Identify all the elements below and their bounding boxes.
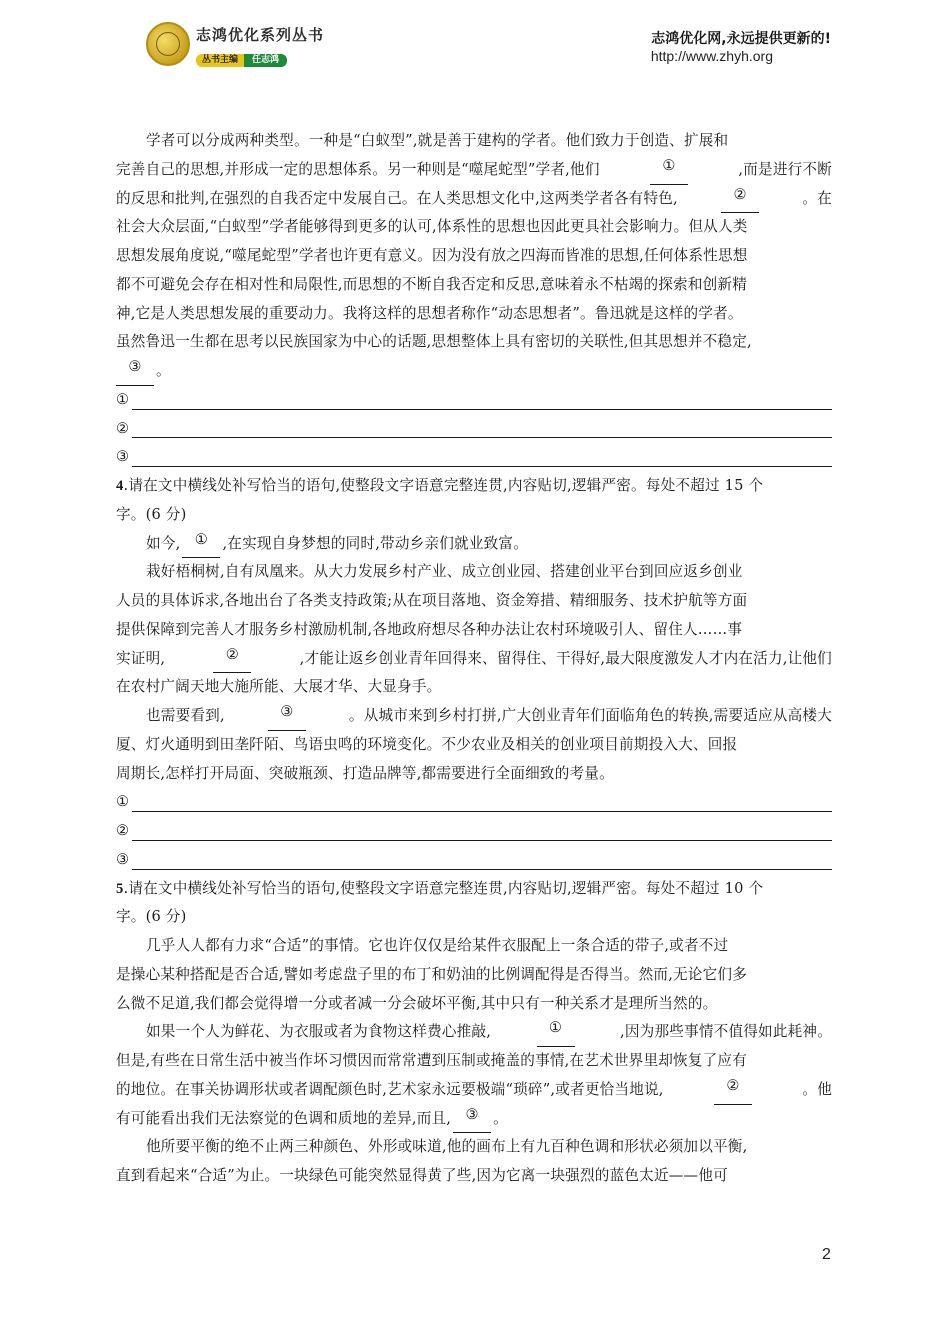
text-line: 直到看起来“合适”为止。一块绿色可能突然显得黄了些,因为它离一块强烈的蓝色太近——他可 bbox=[116, 1167, 728, 1184]
question-prompt: 字。(6 分) bbox=[116, 908, 187, 926]
fill-blank-1[interactable]: ① bbox=[182, 530, 220, 559]
editor-badge bbox=[196, 47, 287, 65]
answer-line-2[interactable] bbox=[116, 415, 832, 444]
fill-blank-3[interactable]: ③ bbox=[116, 357, 154, 386]
fill-blank-2[interactable]: ② bbox=[213, 645, 251, 674]
text-line: 几乎人人都有力求“合适”的事情。它也许仅仅是给某件衣服配上一条合适的带子,或者不过 bbox=[146, 937, 729, 954]
text-line: 在农村广阔天地大施所能、大展才华、大显身手。 bbox=[116, 678, 442, 696]
text-line: 神,它是人类思想发展的重要动力。我将这样的思想者称作“动态思想者”。鲁迅就是这样的学者。 bbox=[116, 304, 743, 322]
series-title: 志鸿优化系列丛书 bbox=[196, 26, 325, 44]
text-line: 也需要看到, ③ 。从城市来到乡村打拼,广大创业青年们面临角色的转换,需要适应从高楼大 bbox=[116, 702, 832, 731]
question-number: 5 bbox=[116, 880, 124, 897]
document-body bbox=[116, 127, 832, 1191]
answer-number: ③ bbox=[116, 448, 130, 466]
fill-blank-2[interactable]: ② bbox=[721, 185, 759, 214]
question-5 bbox=[116, 875, 832, 1191]
fill-blank-1[interactable]: ① bbox=[650, 156, 688, 185]
question-number: 4 bbox=[116, 478, 124, 494]
text-line: 学者可以分成两种类型。一种是“白蚁型”,就是善于建构的学者。他们致力于创造、扩展和 bbox=[146, 132, 729, 149]
text-line: 人员的具体诉求,各地出台了各类支持政策;从在项目落地、资金筹措、精细服务、技术护航等方面 bbox=[116, 592, 748, 609]
text-line: 提供保障到完善人才服务乡村激励机制,各地政府想尽各种办法让农村环境吸引人、留住人……事 bbox=[116, 620, 743, 638]
text-line: 如果一个人为鲜花、为衣服或者为食物这样费心推敲, ① ,因为那些事情不值得如此耗神。 bbox=[116, 1018, 832, 1047]
text-line: 完善自己的思想,并形成一定的思想体系。另一种则是“噬尾蛇型”学者,他们 ① ,而是进行不断 bbox=[116, 156, 832, 185]
text-line: 厦、灯火通明到田垄阡陌、鸟语虫鸣的环境变化。不少农业及相关的创业项目前期投入大、回报 bbox=[116, 735, 738, 753]
text-line: 是操心某种搭配是否合适,譬如考虑盘子里的布丁和奶油的比例调配得是否得当。然而,无论它们多 bbox=[116, 965, 748, 983]
passage-3 bbox=[116, 127, 832, 472]
page-number: 2 bbox=[822, 1246, 831, 1263]
fill-blank-1[interactable]: ① bbox=[537, 1018, 575, 1047]
answer-number: ③ bbox=[116, 850, 130, 868]
text-line: 么微不足道,我们都会觉得增一分或者减一分会破坏平衡,其中只有一种关系才是理所当然的。 bbox=[116, 994, 718, 1012]
text-line: 的地位。在事关协调形状或者调配颜色时,艺术家永远要极端“琐碎”,或者更恰当地说, ② 。他 bbox=[116, 1076, 832, 1105]
header-slogan: 志鸿优化网,永远提供更新的! bbox=[651, 31, 831, 47]
text-line: 虽然鲁迅一生都在思考以民族国家为中心的话题,思想整体上具有密切的关联性,但其思想并不稳定, bbox=[116, 333, 752, 351]
answer-line-1[interactable] bbox=[116, 788, 832, 817]
text-line: 的反思和批判,在强烈的自我否定中发展自己。在人类思想文化中,这两类学者各有特色, ② 。在 bbox=[116, 185, 832, 214]
text-line: 周期长,怎样打开局面、突破瓶颈、打造品牌等,都需要进行全面细致的考量。 bbox=[116, 764, 614, 782]
question-prompt: 4.请在文中横线处补写恰当的语句,使整段文字语意完整连贯,内容贴切,逻辑严密。每处不超过 15 个 bbox=[116, 477, 764, 494]
text-line: ③ 。 bbox=[116, 357, 832, 386]
editor-label: 丛书主编 bbox=[196, 54, 244, 67]
answer-line-1[interactable] bbox=[116, 386, 832, 415]
fill-blank-3[interactable]: ③ bbox=[268, 702, 306, 731]
answer-number: ② bbox=[116, 822, 130, 839]
answer-number: ① bbox=[116, 390, 130, 408]
answer-number: ① bbox=[116, 793, 130, 811]
fill-blank-2[interactable]: ② bbox=[714, 1076, 752, 1105]
page-header bbox=[0, 0, 950, 90]
question-4 bbox=[116, 472, 832, 875]
question-prompt: 字。(6 分) bbox=[116, 505, 187, 523]
publisher-logo-icon bbox=[146, 22, 190, 66]
question-prompt: 5.请在文中横线处补写恰当的语句,使整段文字语意完整连贯,内容贴切,逻辑严密。每处不超过 10 个 bbox=[116, 879, 764, 897]
text-line: 栽好梧桐树,自有凤凰来。从大力发展乡村产业、成立创业园、搭建创业平台到回应返乡创业 bbox=[146, 563, 743, 581]
answer-line-2[interactable] bbox=[116, 817, 832, 846]
editor-name: 任志鸿 bbox=[244, 54, 287, 67]
text-line: 他所要平衡的绝不止两三种颜色、外形或味道,他的画布上有九百种色调和形状必须加以平衡, bbox=[146, 1138, 748, 1156]
text-line: 实证明, ② ,才能让返乡创业青年回得来、留得住、干得好,最大限度激发人才内在活力,让他们 bbox=[116, 645, 832, 674]
header-url[interactable]: http://www.zhyh.org bbox=[650, 48, 773, 64]
answer-number: ② bbox=[116, 419, 130, 437]
answer-line-3[interactable] bbox=[116, 443, 832, 472]
text-line: 社会大众层面,“白蚁型”学者能够得到更多的认可,体系性的思想也因此更具社会影响力。但从人类 bbox=[116, 218, 748, 236]
text-line: 有可能看出我们无法察觉的色调和质地的差异,而且, ③ 。 bbox=[116, 1105, 832, 1134]
answer-line-3[interactable] bbox=[116, 846, 832, 875]
text-line: 思想发展角度说,“噬尾蛇型”学者也许更有意义。因为没有放之四海而皆准的思想,任何体系性思想 bbox=[116, 247, 748, 264]
text-line: 如今, ① ,在实现自身梦想的同时,带动乡亲们就业致富。 bbox=[116, 530, 832, 559]
fill-blank-3[interactable]: ③ bbox=[453, 1105, 491, 1134]
text-line: 都不可避免会存在相对性和局限性,而思想的不断自我否定和反思,意味着永不枯竭的探索和创新精 bbox=[116, 275, 748, 293]
text-line: 但是,有些在日常生活中被当作坏习惯因而常常遭到压制或掩盖的事情,在艺术世界里却恢复了应有 bbox=[116, 1052, 748, 1069]
